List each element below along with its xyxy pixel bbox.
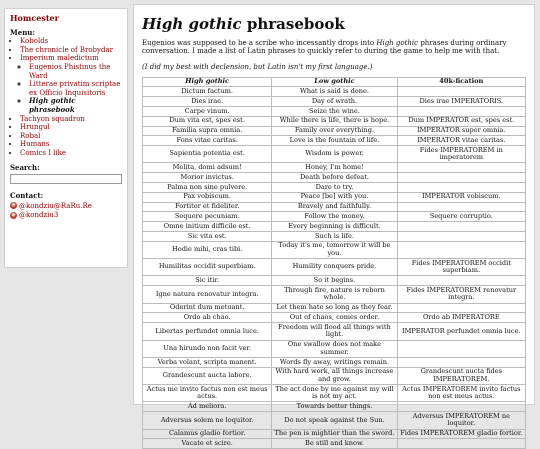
menu-link[interactable]: The chronicle of Brobydar bbox=[20, 45, 113, 54]
contact-link[interactable]: @kondziu@RaRu.Re bbox=[19, 201, 92, 210]
high-gothic-cell: Dies irae. bbox=[143, 97, 272, 107]
site-title[interactable] bbox=[10, 14, 122, 23]
high-gothic-cell: Dictum factum. bbox=[143, 87, 272, 97]
high-gothic-cell: Igne natura renovatur integra. bbox=[143, 286, 272, 303]
table-row bbox=[143, 202, 526, 212]
menu-item[interactable] bbox=[20, 149, 122, 158]
low-gothic-cell: Peace [be] with you. bbox=[272, 192, 397, 202]
header-low-gothic: Low gothic bbox=[272, 77, 397, 87]
menu-label: Menu: bbox=[10, 27, 35, 37]
table-row bbox=[143, 323, 526, 340]
high-gothic-cell: Palma non sine pulvere. bbox=[143, 183, 272, 193]
high-gothic-cell: Sic vita est. bbox=[143, 231, 272, 241]
table-row bbox=[143, 276, 526, 286]
40k-fication-cell bbox=[397, 241, 525, 258]
low-gothic-cell: The act done by me against my will is not my act. bbox=[272, 385, 397, 402]
high-gothic-cell: Una hirundo non facit ver. bbox=[143, 340, 272, 357]
table-row bbox=[143, 259, 526, 276]
menu-link[interactable]: Comics I like bbox=[20, 148, 67, 157]
low-gothic-cell: Be still and know. bbox=[272, 439, 397, 449]
40k-fication-cell bbox=[397, 163, 525, 173]
high-gothic-cell: Pax vobiscum. bbox=[143, 192, 272, 202]
40k-fication-cell bbox=[397, 402, 525, 412]
submenu-link-current[interactable]: High gothic phrasebook bbox=[29, 96, 76, 114]
high-gothic-cell: Sequere pecuniam. bbox=[143, 212, 272, 222]
high-gothic-cell: Oderint dum metuant. bbox=[143, 303, 272, 313]
low-gothic-cell: Humility conquers pride. bbox=[272, 259, 397, 276]
40k-fication-cell: IMPERATOR perfundet omnia luce. bbox=[397, 323, 525, 340]
table-row bbox=[143, 173, 526, 183]
low-gothic-cell: Seize the wine. bbox=[272, 106, 397, 116]
high-gothic-cell: Fons vitae caritas. bbox=[143, 136, 272, 146]
40k-fication-cell: Actus IMPERATOREM invito factus non est meus actus. bbox=[397, 385, 525, 402]
40k-fication-cell: IMPERATOR vobiscum. bbox=[397, 192, 525, 202]
menu-link[interactable]: Imperium maledictum bbox=[20, 54, 99, 63]
submenu-item[interactable] bbox=[29, 63, 122, 80]
menu-item[interactable] bbox=[20, 132, 122, 141]
contact-item[interactable] bbox=[10, 211, 122, 220]
table-row bbox=[143, 241, 526, 258]
low-gothic-cell: Such is life. bbox=[272, 231, 397, 241]
table-row bbox=[143, 192, 526, 202]
high-gothic-cell: Humilitas occidit superbiam. bbox=[143, 259, 272, 276]
40k-fication-cell: Fides IMPERATOREM renovatur integra. bbox=[397, 286, 525, 303]
page-title-em: High gothic bbox=[142, 15, 242, 33]
submenu-link[interactable]: Litterae privatim scriptae ex Officio Inquisitoris bbox=[29, 80, 121, 97]
40k-fication-cell: Sequere corruptio. bbox=[397, 212, 525, 222]
menu-item[interactable] bbox=[20, 37, 122, 46]
40k-fication-cell bbox=[397, 173, 525, 183]
table-body bbox=[143, 87, 526, 449]
high-gothic-cell: Verba volant, scripta manent. bbox=[143, 357, 272, 367]
high-gothic-cell: Morior invictus. bbox=[143, 173, 272, 183]
low-gothic-cell: Towards better things. bbox=[272, 402, 397, 412]
table-row bbox=[143, 286, 526, 303]
high-gothic-cell: Libertas perfundet omnia luce. bbox=[143, 323, 272, 340]
submenu bbox=[20, 63, 122, 115]
search-input[interactable] bbox=[10, 174, 122, 184]
low-gothic-cell: Words fly away, writings remain. bbox=[272, 357, 397, 367]
low-gothic-cell: Every beginning is difficult. bbox=[272, 222, 397, 232]
table-row bbox=[143, 367, 526, 384]
submenu-link[interactable]: Eugenios Phistinus the Ward bbox=[29, 62, 111, 80]
menu-link[interactable]: Kobolds bbox=[20, 37, 49, 46]
40k-fication-cell bbox=[397, 222, 525, 232]
intro-paragraph bbox=[142, 39, 524, 56]
header-40k-fication: 40k-fication bbox=[397, 77, 525, 87]
table-row bbox=[143, 340, 526, 357]
contact-label: Contact: bbox=[10, 191, 44, 201]
table-row bbox=[143, 402, 526, 412]
high-gothic-cell: Vacate et scire. bbox=[143, 439, 272, 449]
menu-link[interactable]: Robal bbox=[20, 131, 41, 140]
table-row bbox=[143, 106, 526, 116]
high-gothic-cell: Carpe vinum. bbox=[143, 106, 272, 116]
low-gothic-cell: So it begins. bbox=[272, 276, 397, 286]
low-gothic-cell: Wisdom is power. bbox=[272, 146, 397, 163]
submenu-item[interactable] bbox=[29, 97, 122, 114]
40k-fication-cell bbox=[397, 439, 525, 449]
40k-fication-cell bbox=[397, 276, 525, 286]
nav-menu bbox=[10, 37, 122, 157]
high-gothic-cell: Ordo ab chao. bbox=[143, 313, 272, 323]
table-row bbox=[143, 97, 526, 107]
contact-link[interactable]: @kondziu3 bbox=[19, 211, 59, 220]
high-gothic-cell: Melita, domi adsum! bbox=[143, 163, 272, 173]
40k-fication-cell: IMPERATOR vitae caritas. bbox=[397, 136, 525, 146]
40k-fication-cell bbox=[397, 106, 525, 116]
header-high-gothic: High gothic bbox=[143, 77, 272, 87]
40k-fication-cell: Grandescunt aucta fides IMPERATOREM. bbox=[397, 367, 525, 384]
intro-em: High gothic bbox=[376, 39, 419, 47]
high-gothic-cell: Actus me invito factus non est meus actus. bbox=[143, 385, 272, 402]
page-title-rest: phrasebook bbox=[241, 15, 345, 33]
low-gothic-cell: Today it's me, tomorrow it will be you. bbox=[272, 241, 397, 258]
high-gothic-cell: Calamus gladio fortior. bbox=[143, 429, 272, 439]
40k-fication-cell bbox=[397, 303, 525, 313]
menu-item[interactable] bbox=[20, 54, 122, 114]
low-gothic-cell: Dare to try. bbox=[272, 183, 397, 193]
low-gothic-cell: Out of chaos, comes order. bbox=[272, 313, 397, 323]
menu-link[interactable]: Humans bbox=[20, 140, 50, 149]
menu-link[interactable]: Tachyon squadron bbox=[20, 114, 85, 123]
table-row bbox=[143, 136, 526, 146]
menu-link[interactable]: Hrungul bbox=[20, 123, 50, 132]
high-gothic-cell: Sic itir. bbox=[143, 276, 272, 286]
table-row bbox=[143, 313, 526, 323]
40k-fication-cell: IMPERATOR super omnia. bbox=[397, 126, 525, 136]
high-gothic-cell: Sapientia potentia est. bbox=[143, 146, 272, 163]
menu-item[interactable] bbox=[20, 46, 122, 55]
table-row bbox=[143, 429, 526, 439]
low-gothic-cell: Day of wrath. bbox=[272, 97, 397, 107]
low-gothic-cell: What is said is done. bbox=[272, 87, 397, 97]
low-gothic-cell: Family over everything. bbox=[272, 126, 397, 136]
high-gothic-cell: Hodie mihi, cras tibi. bbox=[143, 241, 272, 258]
submenu-item[interactable] bbox=[29, 80, 122, 97]
40k-fication-cell: Fides IMPERATOREM in imperatorem bbox=[397, 146, 525, 163]
table-row bbox=[143, 357, 526, 367]
high-gothic-cell: Dum vita est, spes est. bbox=[143, 116, 272, 126]
low-gothic-cell: Death before defeat. bbox=[272, 173, 397, 183]
search-label: Search: bbox=[10, 162, 40, 172]
bluesky-icon: ◉ bbox=[11, 212, 16, 219]
low-gothic-cell: While there is life, there is hope. bbox=[272, 116, 397, 126]
table-row bbox=[143, 126, 526, 136]
40k-fication-cell bbox=[397, 202, 525, 212]
40k-fication-cell: Adversus IMPERATOREM ne loquitor. bbox=[397, 412, 525, 429]
high-gothic-cell: Omne initium difficile est. bbox=[143, 222, 272, 232]
low-gothic-cell: Bravely and faithfully. bbox=[272, 202, 397, 212]
40k-fication-cell: Dies irae IMPERATORIS. bbox=[397, 97, 525, 107]
low-gothic-cell: The pen is mightier than the sword. bbox=[272, 429, 397, 439]
sidebar bbox=[4, 8, 128, 268]
table-row bbox=[143, 222, 526, 232]
40k-fication-cell: Dum IMPERATOR est, spes est. bbox=[397, 116, 525, 126]
40k-fication-cell bbox=[397, 183, 525, 193]
contact-item[interactable] bbox=[10, 202, 122, 211]
low-gothic-cell: Honey, I'm home! bbox=[272, 163, 397, 173]
table-row bbox=[143, 183, 526, 193]
40k-fication-cell: Fides IMPERATOREM gladio fortior. bbox=[397, 429, 525, 439]
table-row bbox=[143, 87, 526, 97]
high-gothic-cell: Fortiter et fideliter. bbox=[143, 202, 272, 212]
mastodon-icon: ◉ bbox=[11, 202, 16, 209]
table-row bbox=[143, 146, 526, 163]
table-row bbox=[143, 412, 526, 429]
contact-list bbox=[10, 202, 122, 220]
menu-item[interactable] bbox=[20, 115, 122, 124]
table-row bbox=[143, 231, 526, 241]
40k-fication-cell bbox=[397, 87, 525, 97]
table-row bbox=[143, 212, 526, 222]
low-gothic-cell: With hard work, all things increase and grow. bbox=[272, 367, 397, 384]
page-title bbox=[142, 15, 524, 33]
low-gothic-cell: Let them hate so long as they fear. bbox=[272, 303, 397, 313]
table-row bbox=[143, 163, 526, 173]
40k-fication-cell bbox=[397, 231, 525, 241]
table-row bbox=[143, 303, 526, 313]
site-title-link[interactable]: Homcester bbox=[10, 13, 59, 23]
intro-b: phrases during ordinary conversation. I made a list of Latin phrases to quickly refer to during the game to help me with that. bbox=[142, 39, 507, 56]
low-gothic-cell: Through fire, nature is reborn whole. bbox=[272, 286, 397, 303]
high-gothic-cell: Ad meliora. bbox=[143, 402, 272, 412]
high-gothic-cell: Adversus solem ne loquitor. bbox=[143, 412, 272, 429]
low-gothic-cell: One swallow does not make summer. bbox=[272, 340, 397, 357]
low-gothic-cell: Freedom will flood all things with light. bbox=[272, 323, 397, 340]
40k-fication-cell bbox=[397, 340, 525, 357]
intro-a: Eugenios was supposed to be a scribe who incessantly drops into bbox=[142, 39, 377, 47]
table-row bbox=[143, 116, 526, 126]
table-header-row bbox=[143, 77, 526, 87]
menu-item[interactable] bbox=[20, 140, 122, 149]
table-row bbox=[143, 439, 526, 449]
low-gothic-cell: Love is the fountain of life. bbox=[272, 136, 397, 146]
high-gothic-cell: Familia supra omnia. bbox=[143, 126, 272, 136]
table-row bbox=[143, 385, 526, 402]
main-content bbox=[133, 4, 535, 447]
low-gothic-cell: Do not speak against the Sun. bbox=[272, 412, 397, 429]
high-gothic-cell: Grandescunt aucta labore. bbox=[143, 367, 272, 384]
low-gothic-cell: Follow the money. bbox=[272, 212, 397, 222]
phrase-table bbox=[142, 77, 526, 449]
menu-item[interactable] bbox=[20, 123, 122, 132]
declension-note: (I did my best with declension, but Latin isn't my first language.) bbox=[142, 62, 373, 71]
40k-fication-cell: Fides IMPERATOREM occidit superbiam. bbox=[397, 259, 525, 276]
40k-fication-cell bbox=[397, 357, 525, 367]
40k-fication-cell: Ordo ab IMPERATORE bbox=[397, 313, 525, 323]
